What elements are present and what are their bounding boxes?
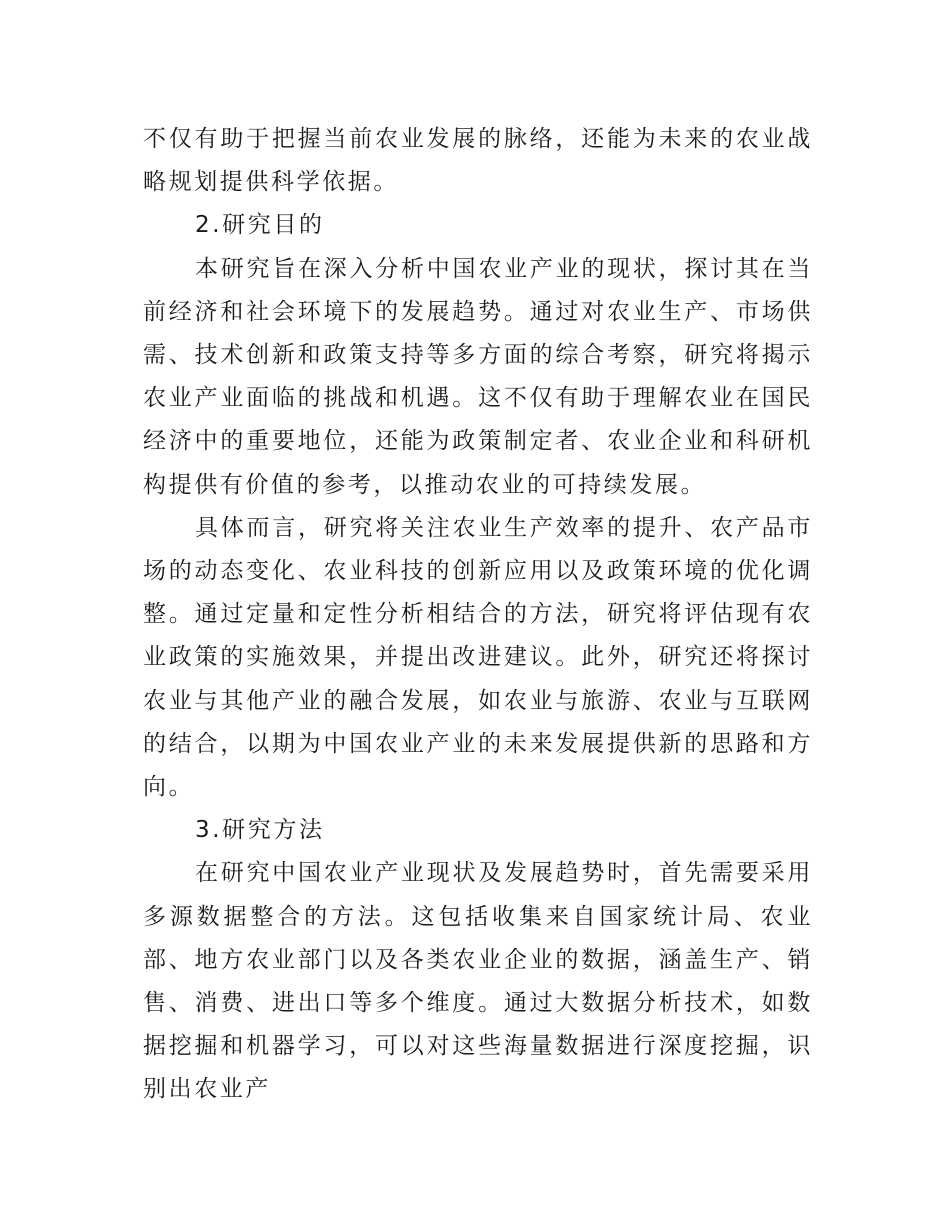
document-body <box>143 118 813 1112</box>
continuation-paragraph: 不仅有助于把握当前农业发展的脉络，还能为未来的农业战略规划提供科学依据。 <box>143 126 813 196</box>
research-purpose-paragraph-1: 本研究旨在深入分析中国农业产业的现状，探讨其在当前经济和社会环境下的发展趋势。通过对农业生产、市场供需、技术创新和政策支持等多方面的综合考察，研究将揭示农业产业面临的挑战和机遇。这不仅有助于理解农业在国民经济中的重要地位，还能为政策制定者、农业企业和科研机构提供有价值的参考，以推动农业的可持续发展。 <box>143 255 813 498</box>
section-heading-research-purpose: 2.研究目的 <box>195 212 325 239</box>
section-heading-research-method: 3.研究方法 <box>195 817 325 844</box>
research-method-paragraph-1: 在研究中国农业产业现状及发展趋势时，首先需要采用多源数据整合的方法。这包括收集来自国家统计局、农业部、地方农业部门以及各类农业企业的数据，涵盖生产、销售、消费、进出口等多个维度。通过大数据分析技术，如数据挖掘和机器学习，可以对这些海量数据进行深度挖掘，识别出农业产 <box>143 860 813 1103</box>
research-purpose-paragraph-2: 具体而言，研究将关注农业生产效率的提升、农产品市场的动态变化、农业科技的创新应用以及政策环境的优化调整。通过定量和定性分析相结合的方法，研究将评估现有农业政策的实施效果，并提出改进建议。此外，研究还将探讨农业与其他产业的融合发展，如农业与旅游、农业与互联网的结合，以期为中国农业产业的未来发展提供新的思路和方向。 <box>143 514 813 801</box>
